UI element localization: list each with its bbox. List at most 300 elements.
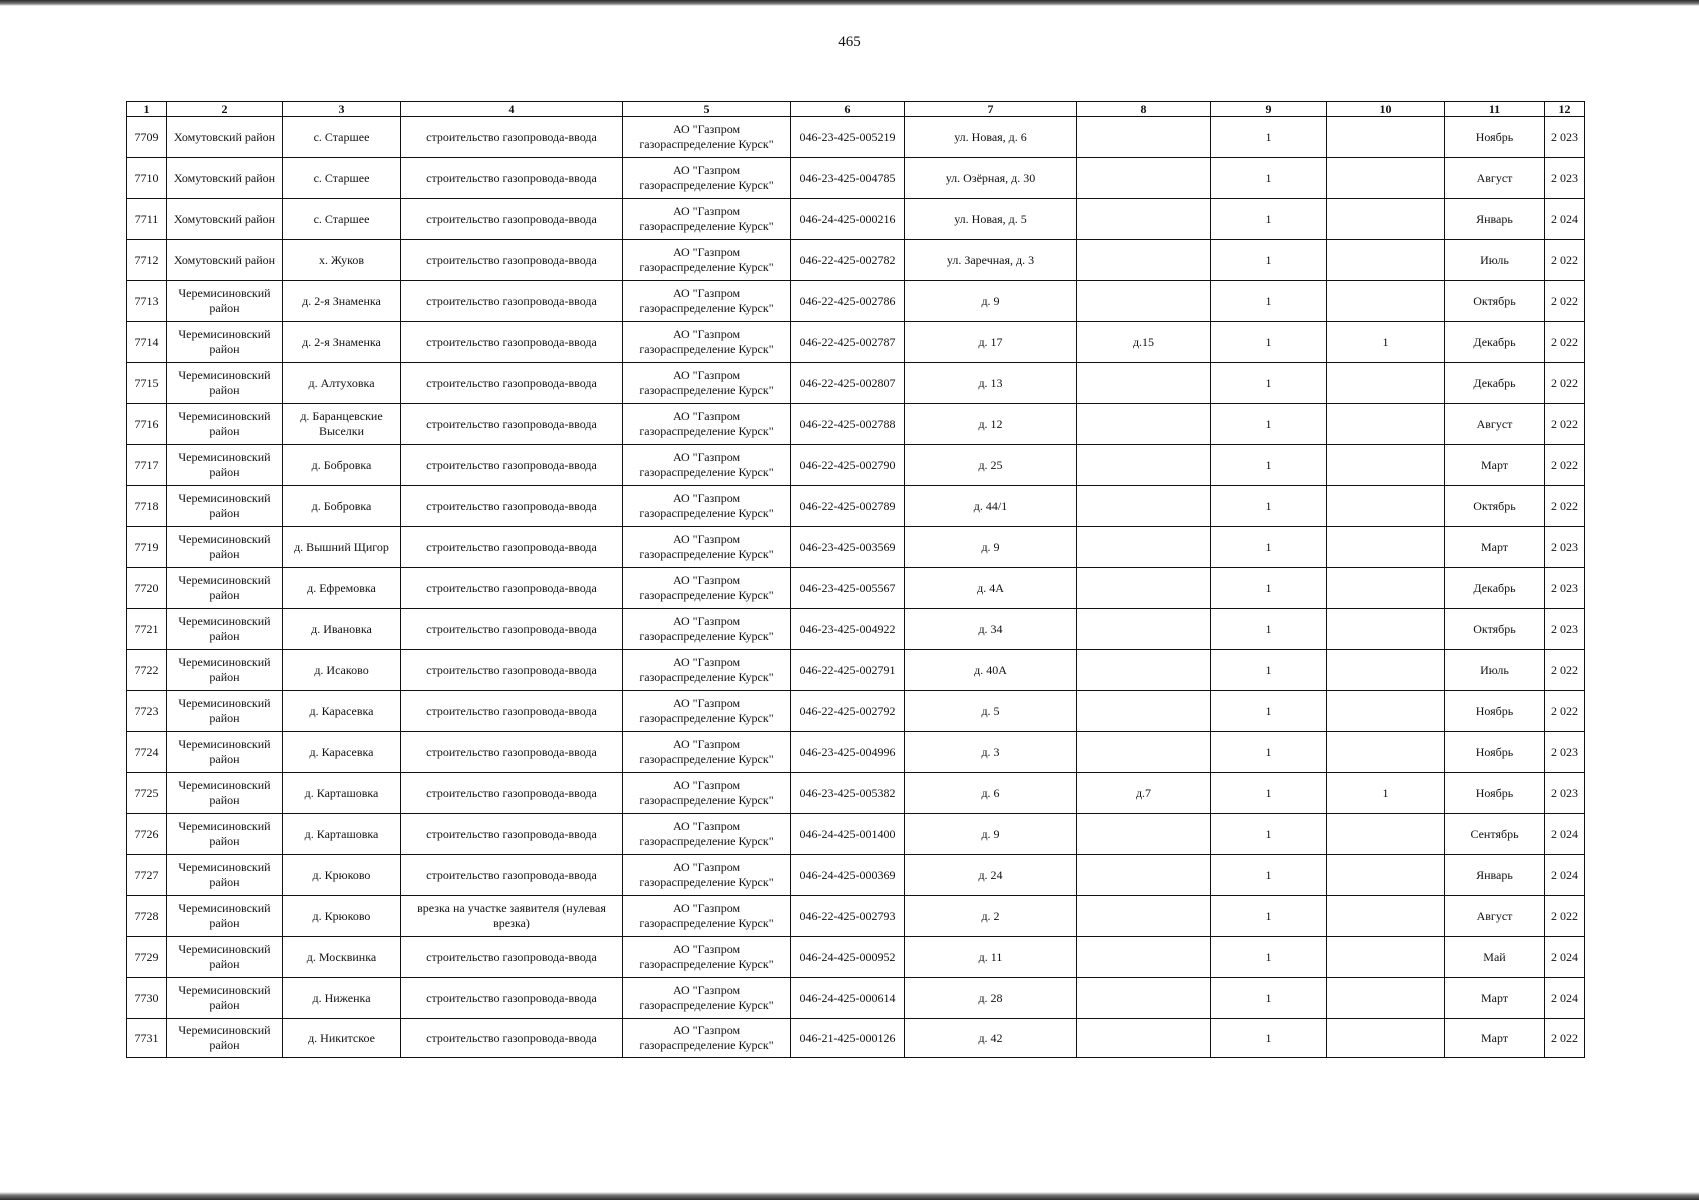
cell-count-b [1327, 937, 1445, 978]
cell-district: Хомутовский район [167, 199, 283, 240]
column-header-5: 5 [623, 102, 791, 117]
cell-address: д. 6 [905, 773, 1077, 814]
cell-work-type: врезка на участке заявителя (нулевая врезка) [401, 896, 623, 937]
cell-work-type: строительство газопровода-ввода [401, 281, 623, 322]
cell-address: д. 42 [905, 1019, 1077, 1058]
cell-organization: АО "Газпром газораспределение Курск" [623, 609, 791, 650]
cell-row-number: 7724 [127, 732, 167, 773]
cell-work-type: строительство газопровода-ввода [401, 404, 623, 445]
cell-count-b [1327, 855, 1445, 896]
cell-district: Черемисиновский район [167, 445, 283, 486]
cell-count-b [1327, 1019, 1445, 1058]
cell-address: д. 9 [905, 281, 1077, 322]
cell-address: д. 25 [905, 445, 1077, 486]
cell-month: Июль [1445, 240, 1545, 281]
cell-settlement: д. Никитское [283, 1019, 401, 1058]
cell-address: д. 4А [905, 568, 1077, 609]
cell-year: 2 022 [1545, 281, 1585, 322]
cell-count-a: 1 [1211, 568, 1327, 609]
cell-year: 2 022 [1545, 1019, 1585, 1058]
cell-month: Декабрь [1445, 363, 1545, 404]
cell-count-a: 1 [1211, 117, 1327, 158]
cell-year: 2 022 [1545, 691, 1585, 732]
cell-month: Март [1445, 978, 1545, 1019]
cell-count-a: 1 [1211, 527, 1327, 568]
cell-year: 2 024 [1545, 937, 1585, 978]
cell-extra-address: д.7 [1077, 773, 1211, 814]
cell-address: д. 12 [905, 404, 1077, 445]
cell-organization: АО "Газпром газораспределение Курск" [623, 445, 791, 486]
cell-row-number: 7715 [127, 363, 167, 404]
cell-month: Ноябрь [1445, 773, 1545, 814]
cell-extra-address [1077, 568, 1211, 609]
table-row [127, 978, 1585, 1019]
column-header-3: 3 [283, 102, 401, 117]
cell-district: Черемисиновский район [167, 363, 283, 404]
cell-address: д. 9 [905, 814, 1077, 855]
table-body [127, 117, 1585, 1058]
cell-extra-address [1077, 732, 1211, 773]
table-row [127, 240, 1585, 281]
cell-address: ул. Озёрная, д. 30 [905, 158, 1077, 199]
cell-extra-address [1077, 855, 1211, 896]
cell-registry-code: 046-22-425-002787 [791, 322, 905, 363]
cell-settlement: с. Старшее [283, 199, 401, 240]
cell-extra-address [1077, 650, 1211, 691]
cell-address: д. 5 [905, 691, 1077, 732]
table-row [127, 199, 1585, 240]
cell-count-a: 1 [1211, 281, 1327, 322]
cell-district: Хомутовский район [167, 117, 283, 158]
table-row [127, 158, 1585, 199]
table-row [127, 568, 1585, 609]
cell-count-a: 1 [1211, 732, 1327, 773]
cell-year: 2 023 [1545, 568, 1585, 609]
cell-year: 2 023 [1545, 158, 1585, 199]
cell-settlement: д. Карташовка [283, 773, 401, 814]
cell-district: Черемисиновский район [167, 896, 283, 937]
cell-month: Январь [1445, 855, 1545, 896]
cell-count-b [1327, 814, 1445, 855]
cell-extra-address [1077, 896, 1211, 937]
cell-month: Август [1445, 404, 1545, 445]
cell-count-a: 1 [1211, 445, 1327, 486]
cell-settlement: д. Карташовка [283, 814, 401, 855]
cell-settlement: д. Крюково [283, 855, 401, 896]
cell-registry-code: 046-23-425-003569 [791, 527, 905, 568]
cell-count-b [1327, 158, 1445, 199]
cell-work-type: строительство газопровода-ввода [401, 650, 623, 691]
cell-registry-code: 046-23-425-004922 [791, 609, 905, 650]
scan-edge-top [0, 0, 1699, 6]
cell-organization: АО "Газпром газораспределение Курск" [623, 486, 791, 527]
cell-organization: АО "Газпром газораспределение Курск" [623, 937, 791, 978]
cell-registry-code: 046-24-425-000369 [791, 855, 905, 896]
cell-count-b [1327, 445, 1445, 486]
cell-work-type: строительство газопровода-ввода [401, 158, 623, 199]
cell-row-number: 7712 [127, 240, 167, 281]
cell-address: д. 3 [905, 732, 1077, 773]
cell-settlement: д. Москвинка [283, 937, 401, 978]
cell-district: Черемисиновский район [167, 322, 283, 363]
cell-count-b [1327, 691, 1445, 732]
table-row [127, 1019, 1585, 1058]
cell-year: 2 023 [1545, 527, 1585, 568]
column-header-7: 7 [905, 102, 1077, 117]
cell-registry-code: 046-23-425-005567 [791, 568, 905, 609]
cell-row-number: 7731 [127, 1019, 167, 1058]
cell-organization: АО "Газпром газораспределение Курск" [623, 855, 791, 896]
cell-address: д. 13 [905, 363, 1077, 404]
cell-organization: АО "Газпром газораспределение Курск" [623, 281, 791, 322]
cell-count-b [1327, 117, 1445, 158]
cell-organization: АО "Газпром газораспределение Курск" [623, 896, 791, 937]
cell-work-type: строительство газопровода-ввода [401, 855, 623, 896]
cell-extra-address [1077, 978, 1211, 1019]
cell-count-b [1327, 240, 1445, 281]
cell-count-b [1327, 281, 1445, 322]
cell-organization: АО "Газпром газораспределение Курск" [623, 568, 791, 609]
cell-year: 2 023 [1545, 117, 1585, 158]
cell-district: Черемисиновский район [167, 814, 283, 855]
cell-month: Ноябрь [1445, 117, 1545, 158]
cell-row-number: 7728 [127, 896, 167, 937]
cell-settlement: д. Карасевка [283, 691, 401, 732]
cell-extra-address [1077, 691, 1211, 732]
cell-extra-address [1077, 117, 1211, 158]
cell-district: Черемисиновский район [167, 404, 283, 445]
cell-month: Март [1445, 527, 1545, 568]
cell-district: Черемисиновский район [167, 691, 283, 732]
cell-address: д. 34 [905, 609, 1077, 650]
cell-work-type: строительство газопровода-ввода [401, 199, 623, 240]
cell-settlement: д. Бобровка [283, 445, 401, 486]
cell-registry-code: 046-24-425-000952 [791, 937, 905, 978]
cell-extra-address [1077, 158, 1211, 199]
cell-extra-address [1077, 281, 1211, 322]
cell-count-b: 1 [1327, 773, 1445, 814]
header-row [127, 102, 1585, 117]
cell-row-number: 7722 [127, 650, 167, 691]
table-row [127, 527, 1585, 568]
cell-month: Декабрь [1445, 568, 1545, 609]
cell-work-type: строительство газопровода-ввода [401, 937, 623, 978]
cell-district: Хомутовский район [167, 240, 283, 281]
cell-organization: АО "Газпром газораспределение Курск" [623, 814, 791, 855]
cell-settlement: д. Вышний Щигор [283, 527, 401, 568]
cell-registry-code: 046-21-425-000126 [791, 1019, 905, 1058]
cell-district: Черемисиновский район [167, 486, 283, 527]
cell-count-a: 1 [1211, 896, 1327, 937]
column-header-10: 10 [1327, 102, 1445, 117]
cell-year: 2 024 [1545, 978, 1585, 1019]
cell-address: д. 44/1 [905, 486, 1077, 527]
table-row [127, 486, 1585, 527]
cell-count-a: 1 [1211, 240, 1327, 281]
column-header-9: 9 [1211, 102, 1327, 117]
table-header [127, 102, 1585, 117]
cell-district: Черемисиновский район [167, 773, 283, 814]
cell-settlement: д. Крюково [283, 896, 401, 937]
cell-year: 2 022 [1545, 650, 1585, 691]
cell-row-number: 7725 [127, 773, 167, 814]
cell-count-b [1327, 609, 1445, 650]
table-row [127, 322, 1585, 363]
column-header-1: 1 [127, 102, 167, 117]
cell-district: Черемисиновский район [167, 609, 283, 650]
cell-month: Октябрь [1445, 609, 1545, 650]
cell-settlement: д. Исаково [283, 650, 401, 691]
table-row [127, 404, 1585, 445]
cell-registry-code: 046-22-425-002791 [791, 650, 905, 691]
cell-settlement: д. Ефремовка [283, 568, 401, 609]
cell-count-b [1327, 896, 1445, 937]
cell-organization: АО "Газпром газораспределение Курск" [623, 322, 791, 363]
cell-organization: АО "Газпром газораспределение Курск" [623, 117, 791, 158]
cell-district: Черемисиновский район [167, 978, 283, 1019]
cell-registry-code: 046-22-425-002807 [791, 363, 905, 404]
cell-address: д. 17 [905, 322, 1077, 363]
cell-district: Черемисиновский район [167, 937, 283, 978]
cell-count-b [1327, 527, 1445, 568]
cell-year: 2 022 [1545, 240, 1585, 281]
cell-month: Август [1445, 896, 1545, 937]
cell-organization: АО "Газпром газораспределение Курск" [623, 1019, 791, 1058]
cell-count-b: 1 [1327, 322, 1445, 363]
cell-registry-code: 046-22-425-002782 [791, 240, 905, 281]
cell-district: Черемисиновский район [167, 527, 283, 568]
cell-address: ул. Новая, д. 6 [905, 117, 1077, 158]
cell-address: д. 24 [905, 855, 1077, 896]
cell-row-number: 7713 [127, 281, 167, 322]
cell-year: 2 023 [1545, 773, 1585, 814]
cell-year: 2 022 [1545, 896, 1585, 937]
cell-count-a: 1 [1211, 322, 1327, 363]
cell-organization: АО "Газпром газораспределение Курск" [623, 773, 791, 814]
table-row [127, 937, 1585, 978]
cell-month: Август [1445, 158, 1545, 199]
cell-work-type: строительство газопровода-ввода [401, 1019, 623, 1058]
table-row [127, 855, 1585, 896]
cell-registry-code: 046-22-425-002789 [791, 486, 905, 527]
cell-count-a: 1 [1211, 937, 1327, 978]
cell-work-type: строительство газопровода-ввода [401, 445, 623, 486]
cell-settlement: д. Баранцевские Выселки [283, 404, 401, 445]
cell-registry-code: 046-22-425-002793 [791, 896, 905, 937]
cell-count-b [1327, 568, 1445, 609]
cell-month: Декабрь [1445, 322, 1545, 363]
cell-count-b [1327, 650, 1445, 691]
cell-year: 2 024 [1545, 199, 1585, 240]
cell-organization: АО "Газпром газораспределение Курск" [623, 691, 791, 732]
table-row [127, 117, 1585, 158]
cell-extra-address [1077, 814, 1211, 855]
cell-extra-address [1077, 609, 1211, 650]
cell-district: Черемисиновский район [167, 650, 283, 691]
cell-row-number: 7718 [127, 486, 167, 527]
cell-district: Хомутовский район [167, 158, 283, 199]
cell-work-type: строительство газопровода-ввода [401, 691, 623, 732]
cell-month: Сентябрь [1445, 814, 1545, 855]
cell-organization: АО "Газпром газораспределение Курск" [623, 527, 791, 568]
cell-month: Октябрь [1445, 486, 1545, 527]
cell-count-b [1327, 978, 1445, 1019]
cell-work-type: строительство газопровода-ввода [401, 363, 623, 404]
cell-district: Черемисиновский район [167, 855, 283, 896]
cell-organization: АО "Газпром газораспределение Курск" [623, 363, 791, 404]
cell-year: 2 024 [1545, 814, 1585, 855]
cell-year: 2 022 [1545, 486, 1585, 527]
cell-address: д. 11 [905, 937, 1077, 978]
cell-address: д. 28 [905, 978, 1077, 1019]
cell-district: Черемисиновский район [167, 1019, 283, 1058]
cell-work-type: строительство газопровода-ввода [401, 609, 623, 650]
cell-address: д. 2 [905, 896, 1077, 937]
cell-row-number: 7714 [127, 322, 167, 363]
cell-extra-address [1077, 937, 1211, 978]
cell-registry-code: 046-23-425-004785 [791, 158, 905, 199]
table-row [127, 896, 1585, 937]
cell-year: 2 022 [1545, 404, 1585, 445]
cell-count-a: 1 [1211, 978, 1327, 1019]
cell-work-type: строительство газопровода-ввода [401, 117, 623, 158]
cell-count-b [1327, 404, 1445, 445]
cell-row-number: 7723 [127, 691, 167, 732]
cell-settlement: д. Карасевка [283, 732, 401, 773]
cell-count-a: 1 [1211, 199, 1327, 240]
table-row [127, 650, 1585, 691]
cell-year: 2 022 [1545, 445, 1585, 486]
cell-year: 2 023 [1545, 609, 1585, 650]
cell-organization: АО "Газпром газораспределение Курск" [623, 158, 791, 199]
cell-count-a: 1 [1211, 1019, 1327, 1058]
column-header-8: 8 [1077, 102, 1211, 117]
table-row [127, 814, 1585, 855]
scan-edge-bottom [0, 1192, 1699, 1200]
cell-registry-code: 046-22-425-002786 [791, 281, 905, 322]
cell-work-type: строительство газопровода-ввода [401, 978, 623, 1019]
cell-address: д. 40А [905, 650, 1077, 691]
cell-month: Май [1445, 937, 1545, 978]
cell-extra-address [1077, 527, 1211, 568]
cell-year: 2 023 [1545, 732, 1585, 773]
cell-settlement: д. 2-я Знаменка [283, 322, 401, 363]
cell-count-b [1327, 732, 1445, 773]
cell-extra-address [1077, 240, 1211, 281]
cell-year: 2 024 [1545, 855, 1585, 896]
cell-month: Июль [1445, 650, 1545, 691]
cell-district: Черемисиновский район [167, 732, 283, 773]
cell-row-number: 7716 [127, 404, 167, 445]
cell-month: Март [1445, 445, 1545, 486]
cell-month: Октябрь [1445, 281, 1545, 322]
cell-work-type: строительство газопровода-ввода [401, 773, 623, 814]
cell-month: Март [1445, 1019, 1545, 1058]
cell-count-a: 1 [1211, 158, 1327, 199]
cell-row-number: 7709 [127, 117, 167, 158]
cell-count-a: 1 [1211, 855, 1327, 896]
cell-organization: АО "Газпром газораспределение Курск" [623, 650, 791, 691]
cell-count-a: 1 [1211, 650, 1327, 691]
cell-month: Ноябрь [1445, 732, 1545, 773]
cell-row-number: 7711 [127, 199, 167, 240]
cell-work-type: строительство газопровода-ввода [401, 486, 623, 527]
column-header-2: 2 [167, 102, 283, 117]
column-header-4: 4 [401, 102, 623, 117]
register-table [126, 101, 1585, 1058]
cell-address: ул. Новая, д. 5 [905, 199, 1077, 240]
cell-row-number: 7726 [127, 814, 167, 855]
column-header-11: 11 [1445, 102, 1545, 117]
cell-count-b [1327, 363, 1445, 404]
cell-count-a: 1 [1211, 404, 1327, 445]
cell-settlement: с. Старшее [283, 158, 401, 199]
cell-extra-address [1077, 1019, 1211, 1058]
cell-settlement: с. Старшее [283, 117, 401, 158]
cell-organization: АО "Газпром газораспределение Курск" [623, 978, 791, 1019]
table-row [127, 363, 1585, 404]
cell-address: д. 9 [905, 527, 1077, 568]
cell-registry-code: 046-24-425-000216 [791, 199, 905, 240]
cell-row-number: 7719 [127, 527, 167, 568]
cell-count-a: 1 [1211, 609, 1327, 650]
page-number: 465 [838, 34, 861, 50]
cell-extra-address [1077, 445, 1211, 486]
cell-settlement: д. Бобровка [283, 486, 401, 527]
table-row [127, 691, 1585, 732]
cell-work-type: строительство газопровода-ввода [401, 240, 623, 281]
cell-work-type: строительство газопровода-ввода [401, 527, 623, 568]
cell-year: 2 022 [1545, 322, 1585, 363]
cell-month: Ноябрь [1445, 691, 1545, 732]
cell-row-number: 7727 [127, 855, 167, 896]
table-row [127, 609, 1585, 650]
cell-settlement: д. Ниженка [283, 978, 401, 1019]
cell-settlement: д. Алтуховка [283, 363, 401, 404]
cell-count-a: 1 [1211, 363, 1327, 404]
cell-district: Черемисиновский район [167, 568, 283, 609]
cell-row-number: 7730 [127, 978, 167, 1019]
column-header-6: 6 [791, 102, 905, 117]
cell-row-number: 7729 [127, 937, 167, 978]
cell-registry-code: 046-22-425-002790 [791, 445, 905, 486]
cell-count-a: 1 [1211, 691, 1327, 732]
cell-organization: АО "Газпром газораспределение Курск" [623, 732, 791, 773]
cell-address: ул. Заречная, д. 3 [905, 240, 1077, 281]
cell-count-a: 1 [1211, 814, 1327, 855]
cell-registry-code: 046-23-425-005382 [791, 773, 905, 814]
cell-work-type: строительство газопровода-ввода [401, 568, 623, 609]
table-row [127, 773, 1585, 814]
cell-count-a: 1 [1211, 773, 1327, 814]
cell-month: Январь [1445, 199, 1545, 240]
table-row [127, 281, 1585, 322]
cell-organization: АО "Газпром газораспределение Курск" [623, 404, 791, 445]
cell-extra-address [1077, 199, 1211, 240]
cell-extra-address [1077, 486, 1211, 527]
cell-row-number: 7721 [127, 609, 167, 650]
cell-work-type: строительство газопровода-ввода [401, 814, 623, 855]
cell-registry-code: 046-24-425-000614 [791, 978, 905, 1019]
cell-work-type: строительство газопровода-ввода [401, 322, 623, 363]
table-row [127, 732, 1585, 773]
cell-count-a: 1 [1211, 486, 1327, 527]
cell-settlement: х. Жуков [283, 240, 401, 281]
cell-registry-code: 046-23-425-005219 [791, 117, 905, 158]
cell-row-number: 7720 [127, 568, 167, 609]
table-row [127, 445, 1585, 486]
cell-settlement: д. 2-я Знаменка [283, 281, 401, 322]
